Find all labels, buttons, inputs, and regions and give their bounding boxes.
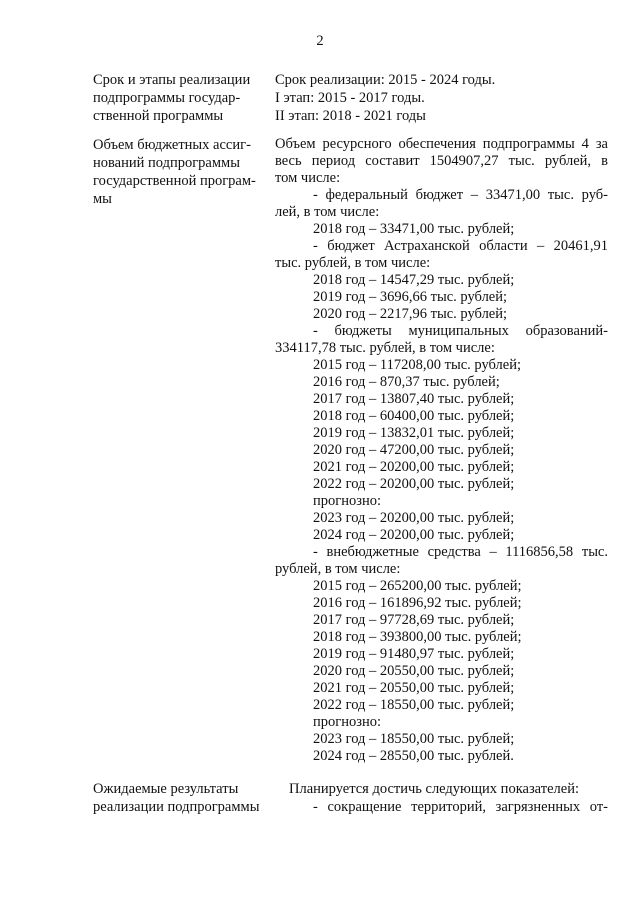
label-line: Срок и этапы реализации [93,72,251,88]
content-line: 2017 год – 97728,69 тыс. рублей; [313,612,515,628]
content-line: - бюджеты муниципальных образований- [313,323,608,339]
section-content [275,136,608,765]
content-line: 334117,78 тыс. рублей, в том числе: [275,340,495,356]
label-line: мы [93,191,112,207]
content-line: лей, в том числе: [275,204,380,220]
label-line: Ожидаемые результаты [93,781,239,797]
content-line: 2016 год – 870,37 тыс. рублей; [313,374,500,390]
label-line: государственной програм- [93,173,256,189]
content-line: тыс. рублей, в том числе: [275,255,431,271]
label-line: ственной программы [93,108,224,124]
section-content [275,71,608,125]
content-line: 2019 год – 13832,01 тыс. рублей; [313,425,515,441]
label-line: подпрограммы государ- [93,90,241,106]
content-line: 2018 год – 14547,29 тыс. рублей; [313,272,515,288]
content-line: 2021 год – 20550,00 тыс. рублей; [313,680,515,696]
content-line: I этап: 2015 - 2017 годы. [275,90,425,106]
page-number: 2 [316,33,324,49]
content-line: 2024 год – 20200,00 тыс. рублей; [313,527,515,543]
content-line: 2020 год – 2217,96 тыс. рублей; [313,306,508,322]
label-line: реализации подпрограммы [93,799,260,815]
content-line: прогнозно: [313,714,381,730]
content-line: рублей, в том числе: [275,561,401,577]
section-label [93,71,271,125]
content-line: 2021 год – 20200,00 тыс. рублей; [313,459,515,475]
content-line: - федеральный бюджет – 33471,00 тыс. руб- [313,187,608,203]
section-label [93,780,271,816]
content-line: 2022 год – 18550,00 тыс. рублей; [313,697,515,713]
content-line: 2018 год – 393800,00 тыс. рублей; [313,629,522,645]
content-line: 2018 год – 60400,00 тыс. рублей; [313,408,515,424]
section-content [275,780,608,816]
content-line: Планируется достичь следующих показателей: [289,781,579,797]
label-line: нований подпрограммы [93,155,240,171]
content-line: том числе: [275,170,341,186]
content-line: 2020 год – 47200,00 тыс. рублей; [313,442,515,458]
content-line: - внебюджетные средства – 1116856,58 тыс. [313,544,608,560]
content-line: 2017 год – 13807,40 тыс. рублей; [313,391,515,407]
content-line: II этап: 2018 - 2021 годы [275,108,426,124]
section-label [93,136,271,208]
content-line: Срок реализации: 2015 - 2024 годы. [275,72,496,88]
content-line: 2023 год – 18550,00 тыс. рублей; [313,731,515,747]
content-line: - сокращение территорий, загрязненных от- [313,799,608,815]
content-line: Объем ресурсного обеспечения подпрограммы 4 за [275,136,608,152]
content-line: весь период составит 1504907,27 тыс. рублей, в [275,153,608,169]
content-line: - бюджет Астраханской области – 20461,91 [313,238,608,254]
label-line: Объем бюджетных ассиг- [93,137,251,153]
content-line: 2022 год – 20200,00 тыс. рублей; [313,476,515,492]
content-line: 2015 год – 265200,00 тыс. рублей; [313,578,522,594]
content-line: 2015 год – 117208,00 тыс. рублей; [313,357,521,373]
content-line: прогнозно: [313,493,381,509]
content-line: 2019 год – 91480,97 тыс. рублей; [313,646,515,662]
content-line: 2016 год – 161896,92 тыс. рублей; [313,595,522,611]
content-line: 2019 год – 3696,66 тыс. рублей; [313,289,508,305]
content-line: 2023 год – 20200,00 тыс. рублей; [313,510,515,526]
content-line: 2020 год – 20550,00 тыс. рублей; [313,663,515,679]
content-line: 2024 год – 28550,00 тыс. рублей. [313,748,514,764]
content-line: 2018 год – 33471,00 тыс. рублей; [313,221,515,237]
